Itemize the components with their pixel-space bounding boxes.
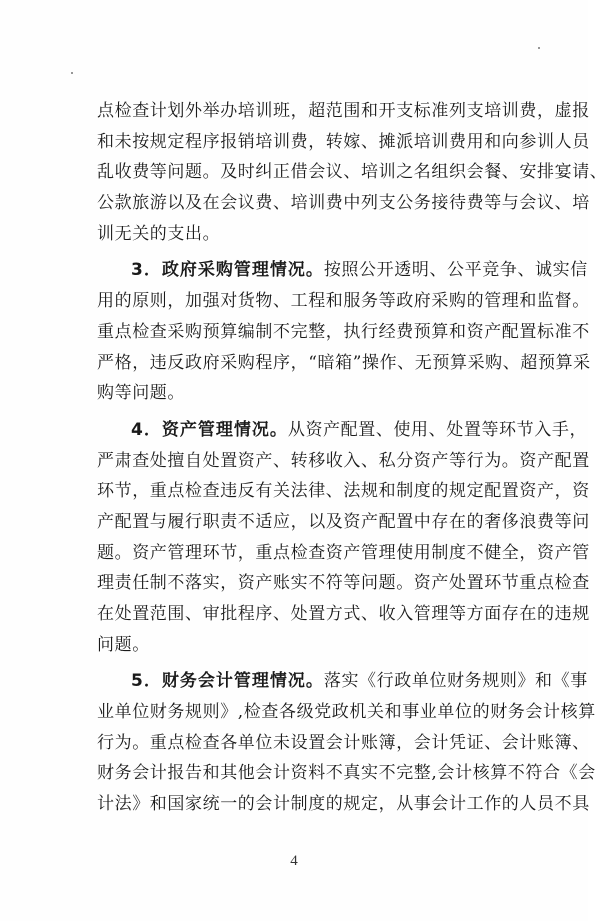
text-line: 用的原则，加强对货物、工程和服务等政府采购的管理和监督。 <box>97 291 590 312</box>
text-line: 业单位财务规则》,检查各级党政机关和事业单位的财务会计核算 <box>97 702 596 723</box>
text-line: 乱收费等问题。及时纠正借会议、培训之名组织会餐、安排宴请、 <box>97 162 607 183</box>
text-line: 购等问题。 <box>97 383 185 404</box>
text-line: 题。资产管理环节，重点检查资产管理使用制度不健全，资产管 <box>97 542 590 563</box>
text-line: 和未按规定程序报销培训费，转嫁、摊派培训费用和向参训人员 <box>97 131 590 152</box>
text-line: 行为。重点检查各单位未设置会计账簿，会计凭证、会计账簿、 <box>97 732 590 753</box>
section-heading: 3．政府采购管理情况。 <box>131 260 324 281</box>
section-government-procurement <box>97 255 591 408</box>
document-body <box>97 96 607 820</box>
paragraph-training-expenses <box>97 96 607 249</box>
text-line: 财务会计报告和其他会计资料不真实不完整,会计核算不符合《会 <box>97 763 596 784</box>
section-heading: 5．财务会计管理情况。 <box>131 671 324 692</box>
text-line: 问题。 <box>97 634 150 655</box>
text-line: 训无关的支出。 <box>97 223 221 244</box>
section-heading: 4．资产管理情况。 <box>131 419 288 440</box>
text-line: 严格，违反政府采购程序，“暗箱”操作、无预算采购、超预算采 <box>97 352 591 373</box>
section-asset-management <box>97 415 590 661</box>
text-line: 理责任制不落实，资产账实不符等问题。资产处置环节重点检查 <box>97 573 590 594</box>
section-financial-accounting <box>97 666 596 819</box>
text-line: 在处置范围、审批程序、处置方式、收入管理等方面存在的违规 <box>97 604 590 624</box>
text-run: 从资产配置、使用、处置等环节入手， <box>287 419 588 440</box>
text-line: 重点检查采购预算编制不完整，执行经费预算和资产配置标准不 <box>97 321 590 342</box>
text-line: 产配置与履行职责不适应，以及资产配置中存在的奢侈浪费等问 <box>97 511 590 532</box>
text-run: 按照公开透明、公平竞争、诚实信 <box>323 260 588 281</box>
scan-speck <box>538 47 540 49</box>
text-run: 落实《行政单位财务规则》和《事 <box>323 671 588 692</box>
section-first-line <box>97 415 588 446</box>
scan-speck <box>71 72 73 74</box>
text-line: 公款旅游以及在会议费、培训费中列支公务接待费等与会议、培 <box>97 193 590 214</box>
section-first-line <box>97 255 588 286</box>
text-line: 环节，重点检查违反有关法律、法规和制度的规定配置资产，资 <box>97 481 590 502</box>
section-first-line <box>97 666 588 697</box>
text-line: 严肃查处擅自处置资产、转移收入、私分资产等行为。资产配置 <box>97 450 590 471</box>
page-number: 4 <box>290 853 298 869</box>
text-line: 点检查计划外举办培训班，超范围和开支标准列支培训费，虚报 <box>97 101 590 121</box>
text-line: 计法》和国家统一的会计制度的规定，从事会计工作的人员不具 <box>97 794 590 815</box>
